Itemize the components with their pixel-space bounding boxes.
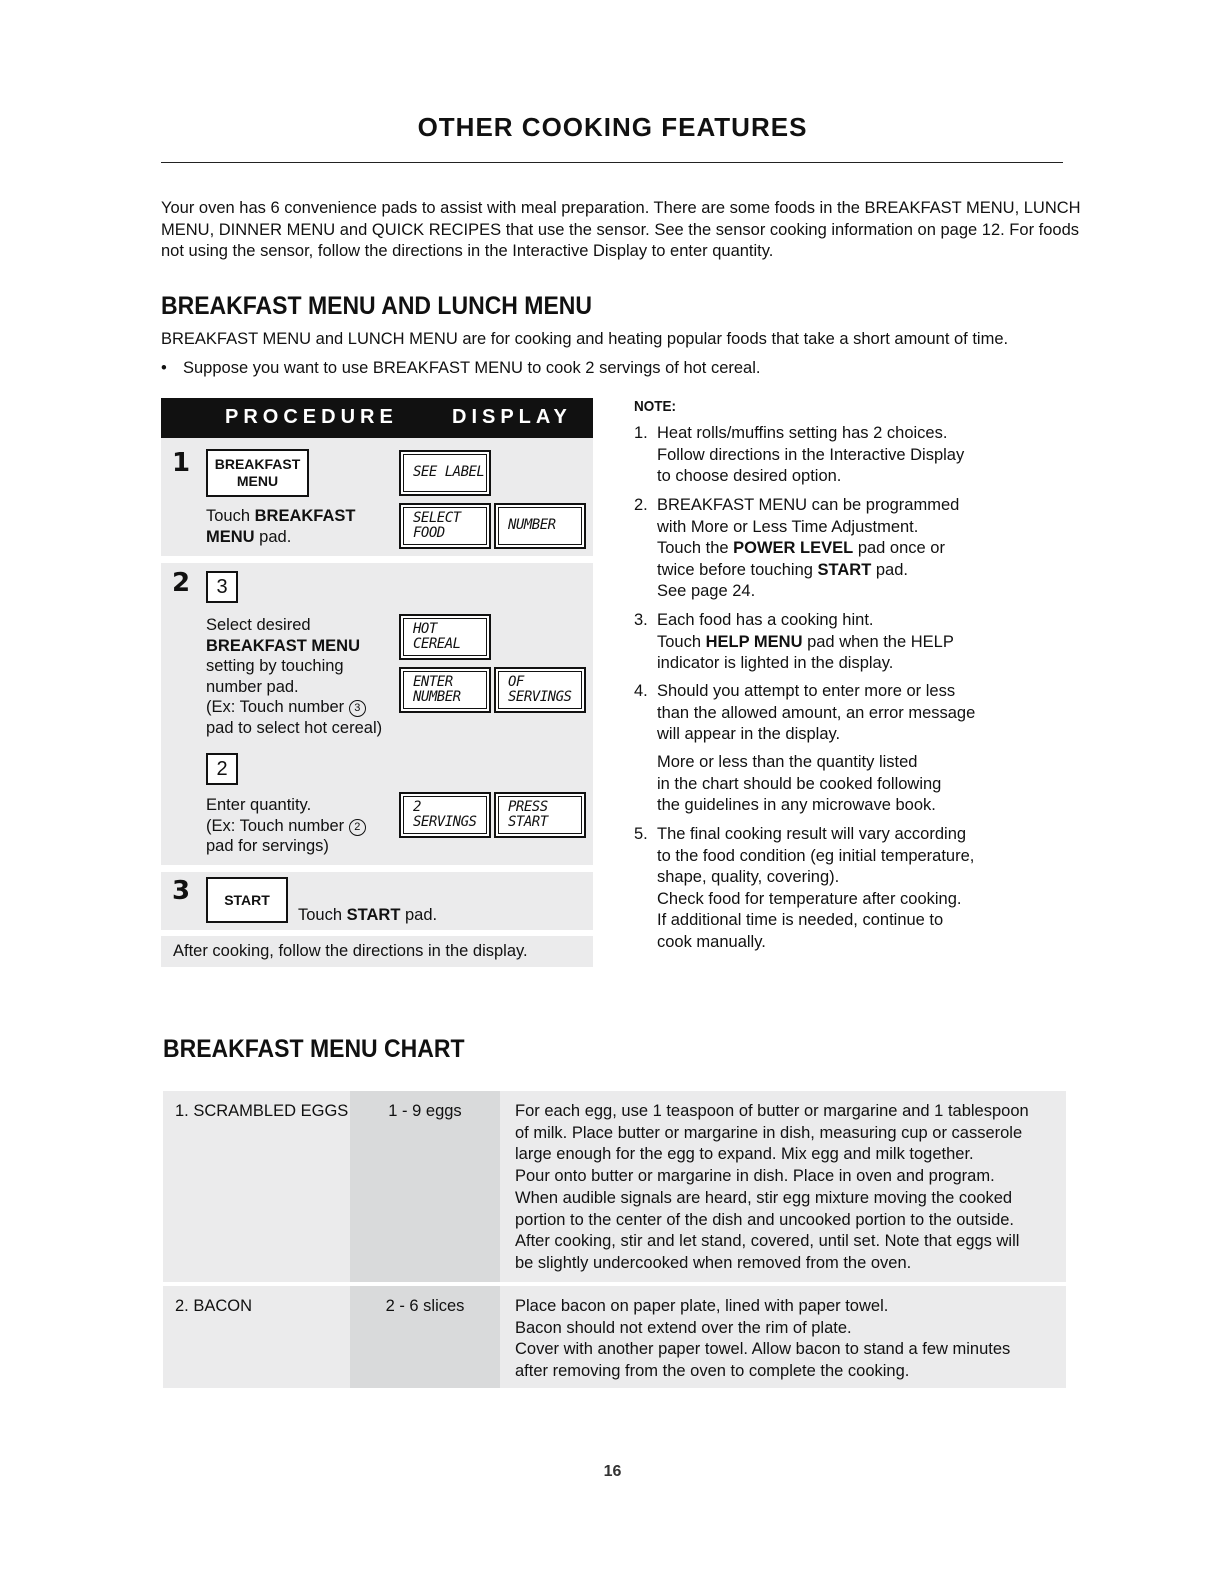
procedure-column-header: PROCEDURE — [225, 406, 398, 428]
note-4: 4. Should you attempt to enter more or less than the allowed amount, an error message will appear in the display. — [634, 682, 976, 743]
step-2b-text: Enter quantity. (Ex: Touch number 2 pad for servings) — [206, 795, 396, 857]
intro-paragraph: Your oven has 6 convenience pads to assist with meal preparation. There are some foods in the BREAKFAST MENU, LUNCH MENU, DINNER MENU and QUICK RECIPES that use the sensor. See the sensor cooking information on page 12. For foods not using the sensor, follow the directions in the Interactive Display to enter quantity. — [161, 199, 1081, 260]
section-heading-breakfast-lunch: BREAKFAST MENU AND LUNCH MENU — [161, 292, 593, 320]
number-pad-2-key: 2 — [206, 753, 238, 785]
note-1: 1. Heat rolls/muffins setting has 2 choices. Follow directions in the Interactive Display to choose desired option. — [634, 424, 965, 485]
display-select-food: SELECT FOOD — [399, 503, 491, 549]
note-4-continued: More or less than the quantity listed in the chart should be cooked following the guidelines in any microwave book. — [657, 753, 942, 814]
step-number-1: 1 — [172, 448, 191, 478]
note-title: NOTE: — [634, 398, 677, 415]
section-description: BREAKFAST MENU and LUNCH MENU are for cooking and heating popular foods that take a short amount of time. — [161, 330, 1009, 348]
example-bullet — [161, 359, 760, 378]
food-name: 1. SCRAMBLED EGGS — [175, 1102, 349, 1120]
page-number: 16 — [603, 1463, 622, 1480]
display-2-servings: 2 SERVINGS — [399, 792, 491, 838]
number-pad-3-key: 3 — [206, 571, 238, 603]
title-divider — [161, 162, 1063, 163]
food-amount: 2 - 6 slices — [385, 1297, 465, 1315]
page-title: OTHER COOKING FEATURES — [417, 112, 808, 142]
display-column-header: DISPLAY — [452, 406, 572, 428]
after-cooking-note: After cooking, follow the directions in the display. — [161, 936, 593, 967]
start-pad: START — [206, 877, 288, 923]
display-of-servings: OF SERVINGS — [494, 667, 586, 713]
bullet-text: Suppose you want to use BREAKFAST MENU to cook 2 servings of hot cereal. — [183, 359, 761, 377]
pad-label-line2: MENU — [236, 473, 279, 489]
step-2a-text: Select desired BREAKFAST MENU setting by touching number pad. (Ex: Touch number 3 pad to select hot cereal) — [206, 616, 383, 737]
display-number: NUMBER — [494, 503, 586, 549]
pad-label-line1: BREAKFAST — [214, 456, 301, 472]
circled-number-icon: 2 — [349, 819, 366, 836]
procedure-table-header — [161, 398, 593, 438]
display-press-start: PRESS START — [494, 792, 586, 838]
note-3: 3. Each food has a cooking hint. Touch HELP MENU pad when the HELP indicator is lighted in the display. — [634, 611, 954, 672]
note-5: 5. The final cooking result will vary according to the food condition (eg initial temperature, shape, quality, covering). Check food for temperature after cooking. If additional time is needed, continue to cook manually. — [634, 825, 975, 951]
table-row — [163, 1091, 1066, 1282]
breakfast-menu-pad — [206, 449, 309, 497]
note-2: 2. BREAKFAST MENU can be programmed with More or Less Time Adjustment. Touch the POWER LEVEL pad once or twice before touching START pad. See page 24. — [634, 496, 960, 600]
bullet-icon: • — [161, 359, 167, 377]
step-1-text: Touch BREAKFAST MENU pad. — [206, 507, 356, 546]
food-directions: Place bacon on paper plate, lined with paper towel. Bacon should not extend over the rim of plate. Cover with another paper towel. Allow bacon to stand a few minutes after removing from the oven to complete the cooking. — [515, 1297, 1011, 1381]
food-name: 2. BACON — [175, 1297, 253, 1315]
food-directions: For each egg, use 1 teaspoon of butter or margarine and 1 tablespoon of milk. Place butter or margarine in dish, measuring cup or casserole large enough for the egg to expand. Mix egg and milk together. Pour onto butter or margarine in dish. Place in oven and program. When audible signals are heard, stir egg mixture moving the cooked portion to the center of the dish and uncooked portion to the outside. After cooking, stir and let stand, covered, until set. Note that eggs will be slightly undercooked when removed from the oven. — [515, 1102, 1029, 1272]
step-number-2: 2 — [172, 568, 191, 598]
circled-number-icon: 3 — [349, 700, 366, 717]
table-row — [163, 1286, 1066, 1388]
step-3-text: Touch START pad. — [298, 906, 438, 924]
display-hot-cereal: HOT CEREAL — [399, 614, 491, 660]
display-see-label: SEE LABEL — [399, 450, 491, 496]
food-amount: 1 - 9 eggs — [388, 1102, 462, 1120]
section-heading-breakfast-chart: BREAKFAST MENU CHART — [163, 1035, 465, 1063]
step-number-3: 3 — [172, 876, 191, 906]
display-enter-number: ENTER NUMBER — [399, 667, 491, 713]
